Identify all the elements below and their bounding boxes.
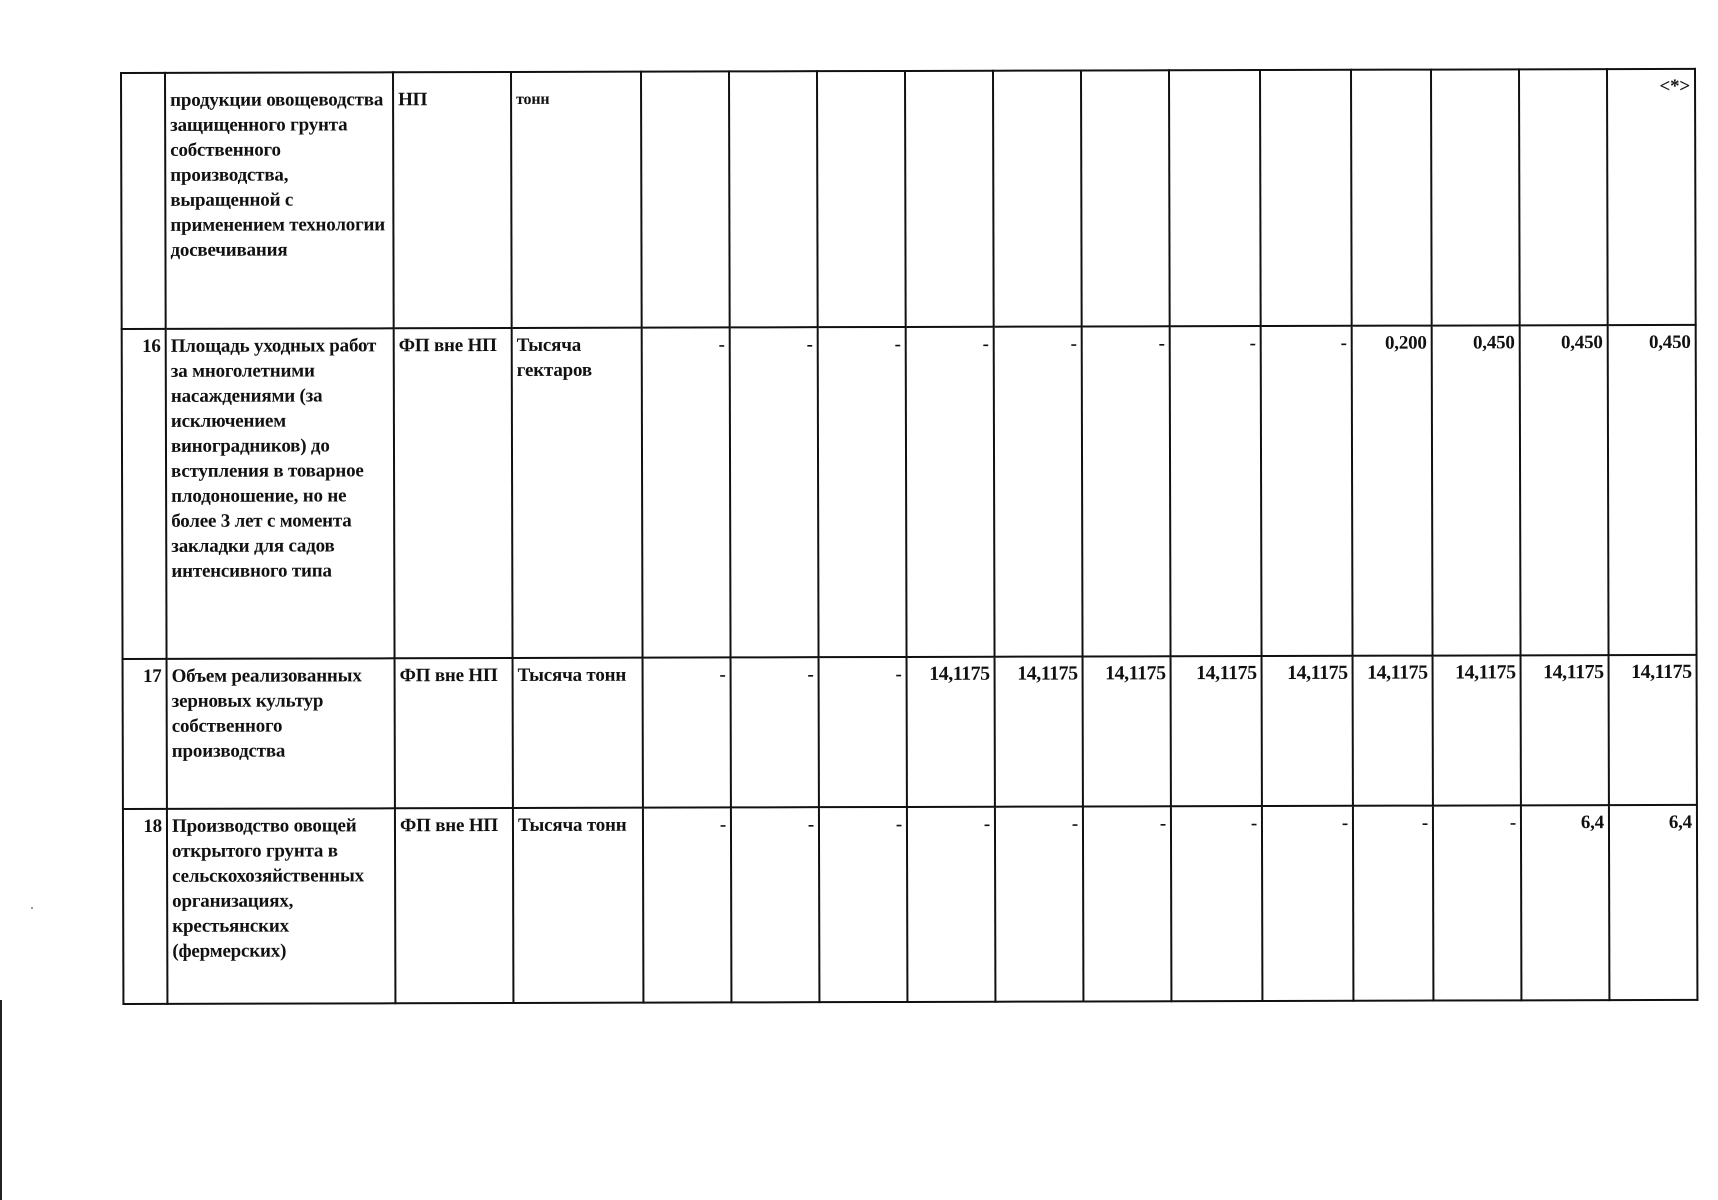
row-number: 17 — [123, 659, 167, 809]
value-cell: 14,1175 — [1521, 655, 1609, 805]
value-cell: - — [1083, 806, 1172, 1001]
value-cell: 0,450 — [1608, 325, 1697, 655]
value-cell — [1081, 70, 1170, 326]
value-cell: - — [1433, 805, 1522, 1000]
row-number — [121, 73, 166, 329]
value-cell: 14,1175 — [1083, 656, 1171, 806]
footnote-marker: <*> — [1607, 69, 1696, 325]
indicator-name: Площадь уходных работ за многолетними насаждениями (за исключением виноградников) до вступления в товарное плодоношение, но не более 3 лет с момента закладки для садов интенсивного типа — [166, 328, 395, 659]
value-cell — [1351, 70, 1432, 326]
value-cell: 14,1175 — [1609, 655, 1697, 805]
value-cell: 6,4 — [1521, 805, 1610, 1000]
table-row — [123, 655, 1697, 809]
value-cell: - — [642, 327, 731, 657]
value-cell — [1260, 70, 1352, 326]
scan-speck — [31, 907, 33, 909]
value-cell — [1169, 70, 1261, 326]
value-cell: - — [907, 807, 996, 1002]
value-cell: 0,200 — [1352, 326, 1433, 656]
row-number: 16 — [122, 329, 167, 659]
value-cell: - — [1171, 806, 1263, 1001]
indicator-unit: Тысяча гектаров — [512, 328, 643, 658]
value-cell: 6,4 — [1609, 805, 1698, 1000]
value-cell: - — [819, 807, 908, 1002]
value-cell: 14,1175 — [995, 656, 1083, 806]
value-cell — [1431, 69, 1520, 325]
value-cell: 14,1175 — [1433, 655, 1521, 805]
value-cell: - — [1170, 326, 1262, 656]
value-cell: 14,1175 — [907, 657, 995, 807]
value-cell: 14,1175 — [1262, 656, 1353, 806]
value-cell: - — [819, 657, 907, 807]
value-cell: - — [1082, 326, 1171, 656]
row-number: 18 — [123, 809, 168, 1004]
value-cell — [905, 71, 994, 327]
value-cell — [641, 71, 730, 327]
indicators-table — [120, 68, 1698, 1005]
scan-edge-artifact — [0, 1000, 2, 1200]
indicator-source: ФП вне НП — [395, 808, 514, 1003]
value-cell: - — [643, 807, 732, 1002]
table-row — [123, 805, 1698, 1004]
value-cell: - — [994, 326, 1083, 656]
indicator-unit: Тысяча тонн — [513, 808, 644, 1003]
value-cell: 0,450 — [1520, 325, 1609, 655]
value-cell: - — [906, 327, 995, 657]
value-cell: 14,1175 — [1353, 656, 1433, 806]
value-cell: - — [730, 327, 819, 657]
value-cell: - — [731, 807, 820, 1002]
value-cell — [817, 71, 906, 327]
value-cell: - — [995, 806, 1084, 1001]
indicator-unit: тонн — [511, 72, 642, 328]
table-row — [121, 69, 1696, 329]
value-cell: 14,1175 — [1171, 656, 1262, 806]
value-cell — [1519, 69, 1608, 325]
value-cell — [993, 70, 1082, 326]
value-cell: 0,450 — [1432, 325, 1521, 655]
value-cell: - — [1353, 806, 1434, 1001]
table-row — [122, 325, 1697, 659]
value-cell: - — [1261, 326, 1353, 656]
indicator-unit: Тысяча тонн — [513, 658, 643, 808]
value-cell: - — [1262, 806, 1354, 1001]
value-cell: - — [643, 657, 731, 807]
indicator-name: Объем реализованных зерновых культур собственного производства — [167, 658, 395, 809]
indicator-name: Производство овощей открытого грунта в сельскохозяйственных организациях, крестьянских (фермерских) — [167, 808, 396, 1004]
indicator-source: НП — [393, 72, 512, 328]
value-cell: - — [731, 657, 819, 807]
value-cell: - — [818, 327, 907, 657]
value-cell — [729, 71, 818, 327]
indicator-source: ФП вне НП — [394, 328, 513, 658]
indicator-source: ФП вне НП — [395, 658, 513, 808]
indicator-name: продукции овощеводства защищенного грунта собственного производства, выращенной с применением технологии досвечивания — [165, 72, 394, 329]
